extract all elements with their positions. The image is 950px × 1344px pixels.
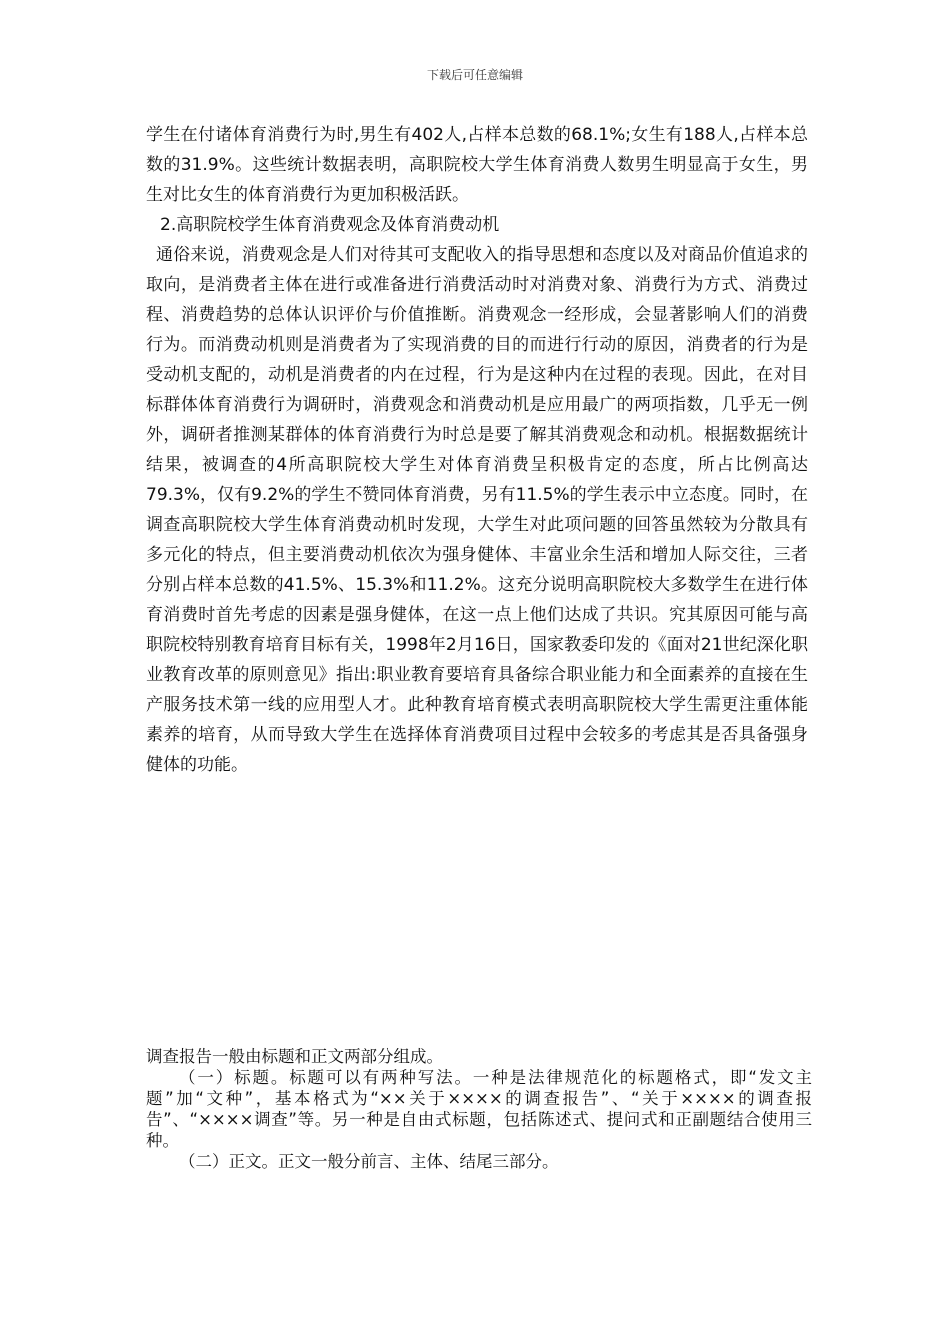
section-heading: 2.高职院校学生体育消费观念及体育消费动机	[160, 215, 500, 235]
report-title-item: （一）标题。标题可以有两种写法。一种是法律规范化的标题格式，即“发文主题”加“文种”，基本格式为“××关于××××的调查报告”、“关于××××的调查报告”、“××××调查”等。另一种是自由式标题，包括陈述式、提问式和正副题结合使用三种。	[146, 1068, 812, 1150]
page-header: 下载后可任意编辑	[426, 68, 523, 82]
main-text	[146, 120, 808, 780]
report-intro: 调查报告一般由标题和正文两部分组成。	[146, 1047, 443, 1066]
paragraph-consumption-concept: 通俗来说，消费观念是人们对待其可支配收入的指导思想和态度以及对商品价值追求的取向，是消费者主体在进行或准备进行消费活动时对消费对象、消费行为方式、消费过程、消费趋势的总体认识评价与价值推断。消费观念一经形成，会显著影响人们的消费行为。而消费动机则是消费者为了实现消费的目的而进行行动的原因，消费者的行为是受动机支配的，动机是消费者的内在过程，行为是这种内在过程的表现。因此，在对目标群体体育消费行为调研时，消费观念和消费动机是应用最广的两项指数，几乎无一例外，调研者推测某群体的体育消费行为时总是要了解其消费观念和动机。根据数据统计结果，被调查的4所高职院校大学生对体育消费呈积极肯定的态度，所占比例高达79.3%，仅有9.2%的学生不赞同体育消费，另有11.5%的学生表示中立态度。同时，在调查高职院校大学生体育消费动机时发现，大学生对此项问题的回答虽然较为分散具有多元化的特点，但主要消费动机依次为强身健体、丰富业余生活和增加人际交往，三者分别占样本总数的41.5%、15.3%和11.2%。这充分说明高职院校大多数学生在进行体育消费时首先考虑的因素是强身健体，在这一点上他们达成了共识。究其原因可能与高职院校特别教育培育目标有关，1998年2月16日，国家教委印发的《面对21世纪深化职业教育改革的原则意见》指出:职业教育要培育具备综合职业能力和全面素养的直接在生产服务技术第一线的应用型人才。此种教育培育模式表明高职院校大学生需更注重体能素养的培育，从而导致大学生在选择体育消费项目过程中会较多的考虑其是否具备强身健体的功能。	[146, 245, 808, 775]
paragraph-gender-stats: 学生在付诸体育消费行为时,男生有402人,占样本总数的68.1%;女生有188人,占样本总数的31.9%。这些统计数据表明，高职院校大学生体育消费人数男生明显高于女生，男生对比女生的体育消费行为更加积极活跃。	[146, 125, 808, 205]
report-structure-section	[146, 1046, 812, 1172]
report-body-item: （二）正文。正文一般分前言、主体、结尾三部分。	[179, 1152, 559, 1171]
